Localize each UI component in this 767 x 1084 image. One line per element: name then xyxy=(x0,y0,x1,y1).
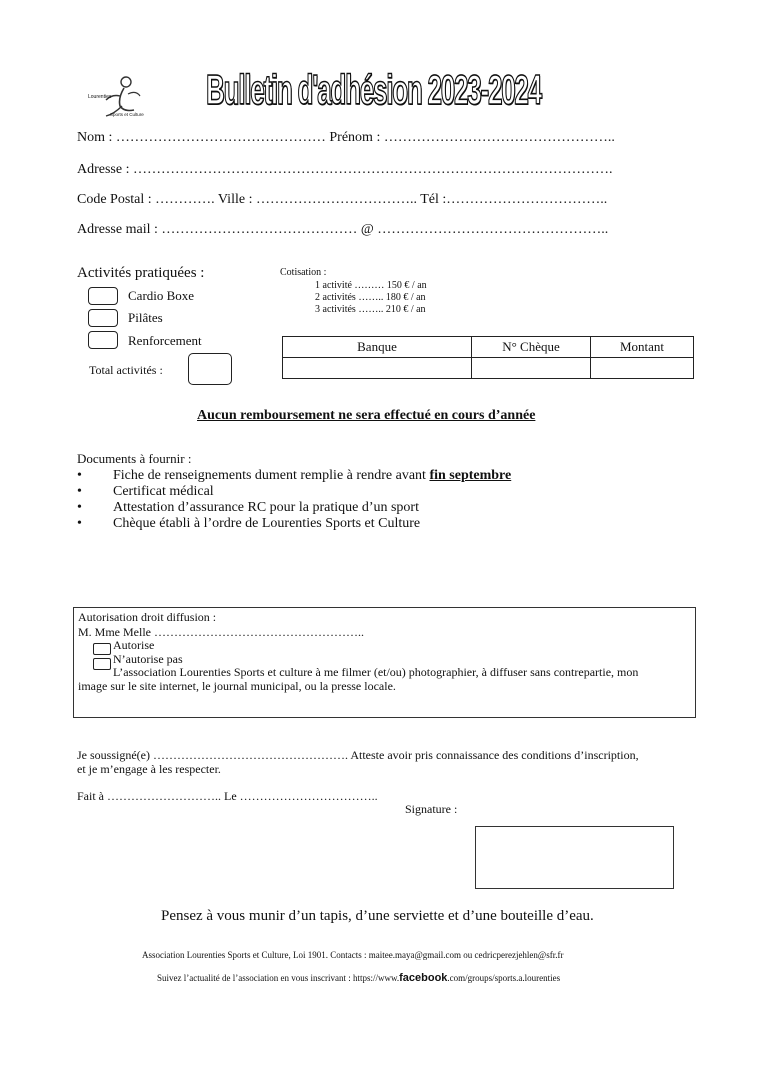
table-row xyxy=(283,358,694,379)
checkbox-n-autorise-pas[interactable] xyxy=(93,658,111,670)
documents-list xyxy=(113,468,511,532)
option-autorise-label: Autorise xyxy=(113,638,155,652)
email-field[interactable]: Adresse mail : …………………………………… @ ………………………………………….. xyxy=(77,222,609,237)
activities-heading: Activités pratiquées : xyxy=(77,265,205,281)
facebook-brand: facebook xyxy=(399,972,448,984)
follow-suffix: .com/groups/sports.a.lourenties xyxy=(447,973,561,983)
autorisation-heading: Autorisation droit diffusion : xyxy=(78,610,217,624)
attestation-text: et je m’engage à les respecter. xyxy=(77,762,221,776)
cotisation-line: 3 activités …….. 210 € / an xyxy=(315,304,426,315)
cotisation-line: 2 activités …….. 180 € / an xyxy=(315,292,426,303)
column-header-cheque: N° Chèque xyxy=(472,337,591,358)
cotisation-line: 1 activité ……… 150 € / an xyxy=(315,280,427,291)
column-header-montant: Montant xyxy=(591,337,694,358)
total-activities-input[interactable] xyxy=(188,353,232,385)
autorisation-text: image sur le site internet, le journal municipal, ou la presse locale. xyxy=(78,679,396,693)
cotisation-label: Cotisation : xyxy=(280,267,327,278)
attestation-text[interactable]: Je soussigné(e) …………………………………………. Atteste avoir pris connaissance des conditions d’inscription, xyxy=(77,748,639,762)
option-n-autorise-pas-label: N’autorise pas xyxy=(113,652,183,666)
checkbox-renforcement[interactable] xyxy=(88,331,118,349)
no-refund-notice: Aucun remboursement ne sera effectué en cours d’année xyxy=(197,408,536,423)
page-title: Bulletin d'adhésion 2023-2024 xyxy=(206,66,541,113)
adresse-field[interactable]: Adresse : …………………………………………………………………………………………. xyxy=(77,162,613,177)
activity-label: Renforcement xyxy=(128,333,202,348)
footer-contacts: Association Lourenties Sports et Culture, Loi 1901. Contacts : maitee.maya@gmail.com ou cedricperezjehlen@sfr.fr xyxy=(142,950,564,960)
documents-heading: Documents à fournir : xyxy=(77,451,192,466)
nom-prenom-field[interactable]: Nom : ……………………………………… Prénom : ………………………………………….. xyxy=(77,130,615,145)
footer-follow xyxy=(157,972,560,984)
logo-text-bottom: Sports et Culture xyxy=(110,112,144,117)
list-item: • Certificat médical xyxy=(113,484,511,500)
checkbox-pilates[interactable] xyxy=(88,309,118,327)
follow-prefix: Suivez l’actualité de l’association en vous inscrivant : https://www. xyxy=(157,973,400,983)
activity-label: Pilâtes xyxy=(128,310,163,325)
deadline-text: fin septembre xyxy=(429,468,512,483)
signature-box[interactable] xyxy=(475,826,674,889)
list-item: • Chèque établi à l’ordre de Lourenties Sports et Culture xyxy=(113,516,511,532)
document-text: Fiche de renseignements dument remplie à rendre avant xyxy=(113,468,430,483)
cheque-cell[interactable] xyxy=(472,358,591,379)
list-item: • Attestation d’assurance RC pour la pratique d’un sport xyxy=(113,500,511,516)
autorisation-text: L’association Lourenties Sports et culture à me filmer (et/ou) photographier, à diffuser sans contrepartie, mon xyxy=(113,665,639,679)
column-header-banque: Banque xyxy=(283,337,472,358)
total-activities-label: Total activités : xyxy=(89,363,163,377)
list-item xyxy=(113,468,511,484)
equipment-reminder: Pensez à vous munir d’un tapis, d’une serviette et d’une bouteille d’eau. xyxy=(161,908,594,924)
table-header-row xyxy=(283,337,694,358)
activity-label: Cardio Boxe xyxy=(128,288,195,303)
banque-cell[interactable] xyxy=(283,358,472,379)
logo-text-top: Lourenties xyxy=(88,94,112,100)
montant-cell[interactable] xyxy=(591,358,694,379)
checkbox-cardio-boxe[interactable] xyxy=(88,287,118,305)
code-postal-ville-tel-field[interactable]: Code Postal : …………. Ville : …………………………….. Tél :…………………………….. xyxy=(77,192,608,207)
autorisation-name-field[interactable]: M. Mme Melle …………………………………………….. xyxy=(78,625,364,639)
checkbox-autorise[interactable] xyxy=(93,643,111,655)
club-logo xyxy=(84,72,158,122)
payment-table xyxy=(282,336,694,379)
place-date-field[interactable]: Fait à ……………………….. Le …………………………….. xyxy=(77,789,378,803)
signature-label: Signature : xyxy=(405,802,458,816)
